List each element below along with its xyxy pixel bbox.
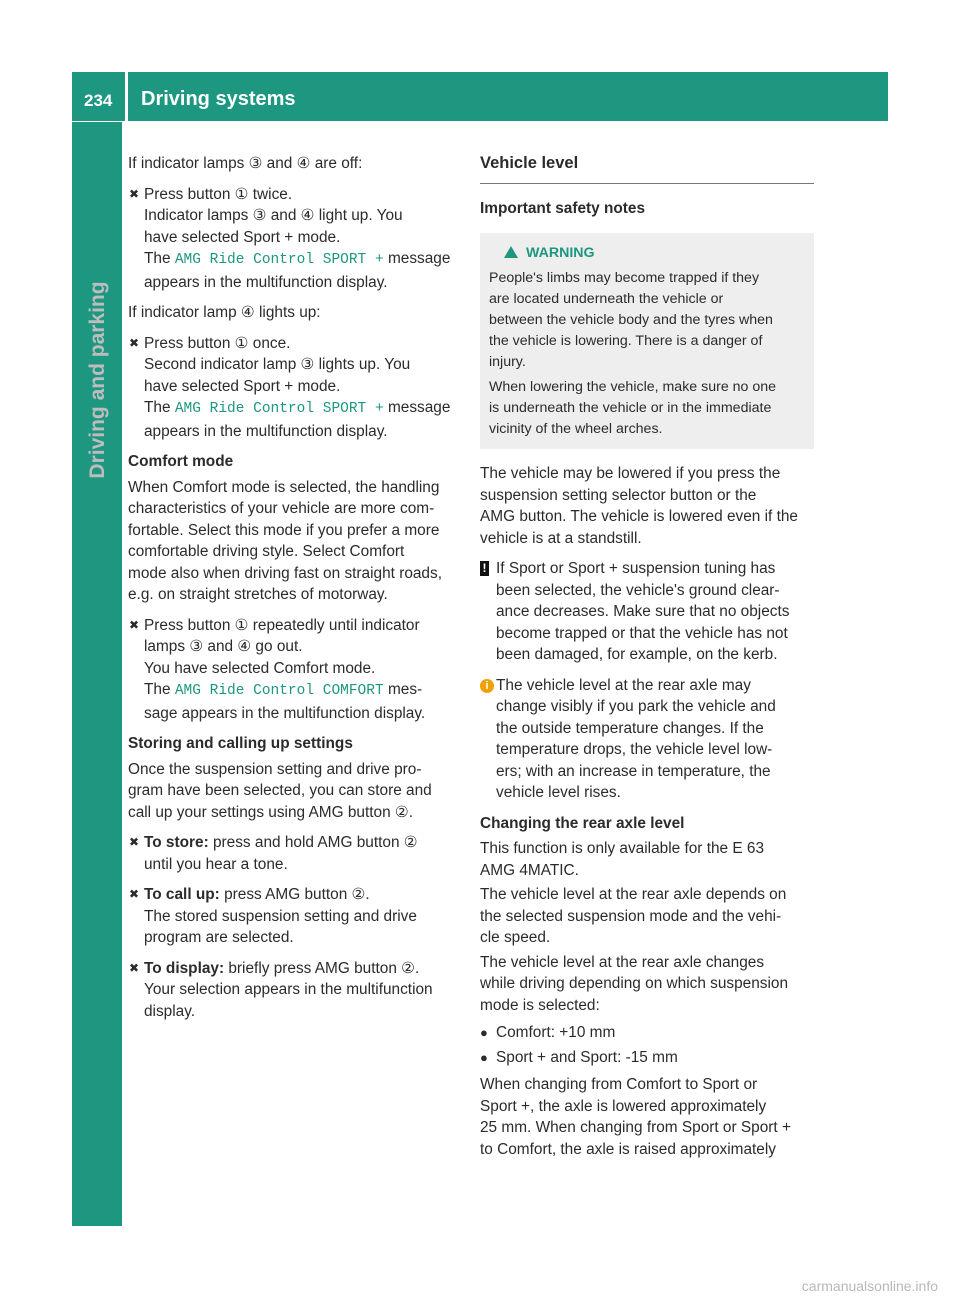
- instruction-step: ✖ Press button ① once. Second indicator lamp ③ lights up. You have selected Sport + mode. The AMG Ride Control SPORT + message appears in the multifunction display.: [129, 334, 451, 440]
- paragraph: Once the suspension setting and drive pro- gram have been selected, you can store and call up your settings using AMG button ②.: [128, 760, 432, 821]
- chapter-side-label: Driving and parking: [86, 281, 109, 479]
- section-heading-vehicle-level: Vehicle level: [480, 153, 814, 184]
- list-item: ● Sport + and Sport: -15 mm: [480, 1047, 814, 1069]
- info-note: i The vehicle level at the rear axle may change visibly if you park the vehicle and the outside temperature changes. If the temperature drops, the vehicle level low- ers; with an increase in temperature, the vehicle level rises.: [480, 675, 814, 804]
- paragraph: When Comfort mode is selected, the handling characteristics of your vehicle are more com- fortable. Select this mode if you prefer a more comfortable driving style. Select Comfort mode also when driving fast on straight roads, e.g. on straight stretches of motorway.: [128, 478, 442, 603]
- instruction-step: ✖ To store: press and hold AMG button ② until you hear a tone.: [129, 834, 418, 873]
- bullet-icon: ●: [480, 1049, 488, 1065]
- warning-box: [480, 233, 814, 449]
- list-item: ● Comfort: +10 mm: [480, 1022, 814, 1044]
- step-arrow-icon: ✖: [129, 335, 140, 350]
- instruction-step: ✖ To call up: press AMG button ②. The stored suspension setting and drive program are selected.: [129, 886, 417, 946]
- instruction-step: ✖ Press button ① twice. Indicator lamps ③ and ④ light up. You have selected Sport + mode. The AMG Ride Control SPORT + message appears in the multifunction display.: [129, 185, 451, 291]
- instruction-step: ✖ To display: briefly press AMG button ②. Your selection appears in the multifunction display.: [129, 959, 433, 1020]
- step-arrow-icon: ✖: [129, 617, 140, 632]
- watermark: carmanualsonline.info: [801, 1278, 938, 1294]
- section-title: Driving systems: [141, 88, 296, 110]
- condition-text: If indicator lamp ④ lights up:: [128, 304, 321, 321]
- instruction-step: ✖ Press button ① repeatedly until indicator lamps ③ and ④ go out. You have selected Comfort mode. The AMG Ride Control COMFORT mes- sage appears in the multifunction display.: [129, 616, 426, 722]
- warning-text: When lowering the vehicle, make sure no one is underneath the vehicle or in the immediate vicinity of the wheel arches.: [489, 379, 777, 437]
- display-message: AMG Ride Control SPORT +: [174, 401, 384, 417]
- display-message: AMG Ride Control SPORT +: [174, 252, 384, 268]
- exclamation-icon: !: [480, 561, 489, 576]
- paragraph: The vehicle level at the rear axle changes while driving depending on which suspension mode is selected:: [480, 953, 789, 1014]
- caution-note: ! If Sport or Sport + suspension tuning has been selected, the vehicle's ground clear- ance decreases. Make sure that no objects become trapped or that the vehicle has not been damaged, for example, on the kerb.: [480, 558, 814, 666]
- subheading-storing: Storing and calling up settings: [128, 735, 353, 752]
- paragraph: The vehicle may be lowered if you press the suspension setting selector button or the AMG button. The vehicle is lowered even if the vehicle is at a standstill.: [480, 465, 798, 547]
- subheading-safety: Important safety notes: [480, 199, 646, 217]
- bullet-icon: ●: [480, 1025, 488, 1040]
- warning-label: WARNING: [526, 245, 595, 261]
- step-arrow-icon: ✖: [129, 835, 140, 849]
- paragraph: When changing from Comfort to Sport or Sport +, the axle is lowered approximately 25 mm. When changing from Sport or Sport + to Comfort, the axle is raised approximately: [480, 1076, 791, 1158]
- warning-text: People's limbs may become trapped if they are located underneath the vehicle or between the vehicle body and the tyres when the vehicle is lowering. There is a danger of injury.: [489, 270, 773, 370]
- step-arrow-icon: ✖: [129, 887, 140, 901]
- paragraph: This function is only available for the E 63 AMG 4MATIC.: [480, 840, 765, 879]
- warning-triangle-icon: [504, 246, 518, 258]
- header-divider: [125, 72, 128, 121]
- step-arrow-icon: ✖: [129, 186, 140, 201]
- info-icon: i: [480, 679, 494, 693]
- left-column: [128, 153, 462, 1031]
- subheading-comfort: Comfort mode: [128, 453, 234, 470]
- condition-text: If indicator lamps ③ and ④ are off:: [128, 155, 363, 172]
- step-arrow-icon: ✖: [129, 960, 140, 975]
- display-message: AMG Ride Control COMFORT: [174, 683, 384, 699]
- right-column: [480, 153, 814, 1169]
- subheading-rear-axle: Changing the rear axle level: [480, 814, 685, 832]
- page-number: 234: [84, 91, 113, 110]
- paragraph: The vehicle level at the rear axle depends on the selected suspension mode and the vehi- cle speed.: [480, 886, 787, 946]
